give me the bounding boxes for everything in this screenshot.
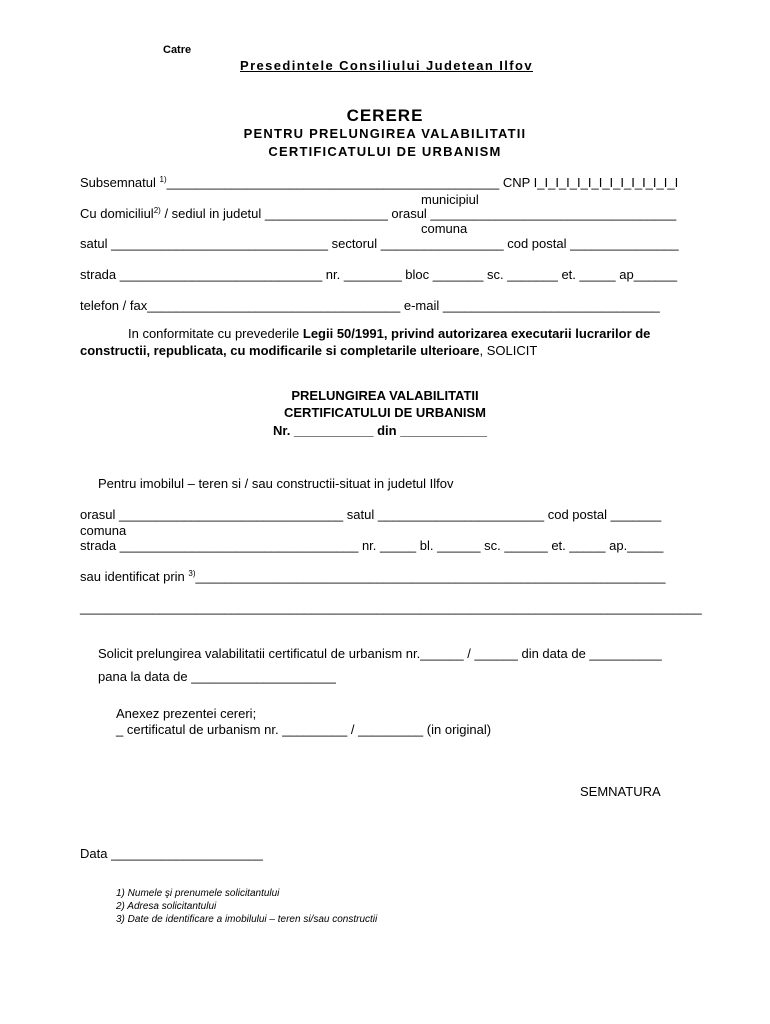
date-line: Data _____________________: [80, 846, 263, 861]
municipiul-label: municipiul: [421, 192, 479, 207]
property-city-line: orasul _______________________________ satul _______________________ cod postal _______: [80, 507, 662, 522]
annex-line-1: Anexez prezentei cereri;: [116, 706, 257, 721]
applicant-address-line: Cu domiciliul$^{2)}$ / sediul in judetul _________________ orasul __________________________________: [80, 206, 677, 221]
document-subtitle-2: CERTIFICATULUI DE URBANISM: [268, 144, 502, 159]
footnote-1: 1) Numele şi prenumele solicitantului: [116, 888, 280, 899]
request-heading-2: CERTIFICATULUI DE URBANISM: [284, 405, 486, 420]
solicit-line-1: Solicit prelungirea valabilitatii certificatul de urbanism nr.______ / ______ din data de __________: [98, 646, 662, 661]
applicant-street-line: strada ____________________________ nr. ________ bloc _______ sc. _______ et. _____ ap______: [80, 267, 678, 282]
property-extra-line: ______________________________________________________________________________________: [80, 600, 702, 615]
document-subtitle-1: PENTRU PRELUNGIREA VALABILITATII: [243, 126, 527, 141]
signature-label: SEMNATURA: [580, 784, 661, 799]
solicit-line-2: pana la data de ____________________: [98, 669, 336, 684]
property-street-line: strada _________________________________ nr. _____ bl. ______ sc. ______ et. _____ ap._____: [80, 538, 664, 553]
property-identification-line: sau identificat prin $^{3)}$_________________________________________________________________: [80, 569, 666, 584]
comuna-label: comuna: [421, 221, 468, 236]
footnote-2: 2) Adresa solicitantului: [116, 901, 217, 912]
conformity-line-2: constructii, republicata, cu modificarile si completarile ulterioare, SOLICIT: [80, 343, 538, 358]
applicant-contact-line: telefon / fax___________________________________ e-mail ______________________________: [80, 298, 660, 313]
request-heading-1: PRELUNGIREA VALABILITATII: [291, 388, 479, 403]
applicant-name-line: Subsemnatul $^{1)}$______________________________________________ CNP I_I_I_I_I_I_I_I_I_I_I_I_I_I: [80, 175, 679, 190]
property-intro: Pentru imobilul – teren si / sau constructii-situat in judetul Ilfov: [98, 476, 454, 491]
recipient-title: Presedintele Consiliului Judetean Ilfov: [240, 58, 533, 73]
catre-label: Catre: [163, 44, 192, 56]
annex-line-2: _ certificatul de urbanism nr. _________ / _________ (in original): [116, 722, 492, 737]
request-number-line: Nr. ___________ din ____________: [273, 423, 487, 438]
property-comuna-label: comuna: [80, 523, 127, 538]
conformity-line-1: In conformitate cu prevederile Legii 50/1991, privind autorizarea executarii lucrarilor de: [128, 326, 651, 341]
document-title: CERERE: [346, 106, 424, 125]
footnote-3: 3) Date de identificare a imobilului – teren si/sau constructii: [116, 914, 378, 925]
applicant-village-line: satul ______________________________ sectorul _________________ cod postal _______________: [80, 236, 679, 251]
